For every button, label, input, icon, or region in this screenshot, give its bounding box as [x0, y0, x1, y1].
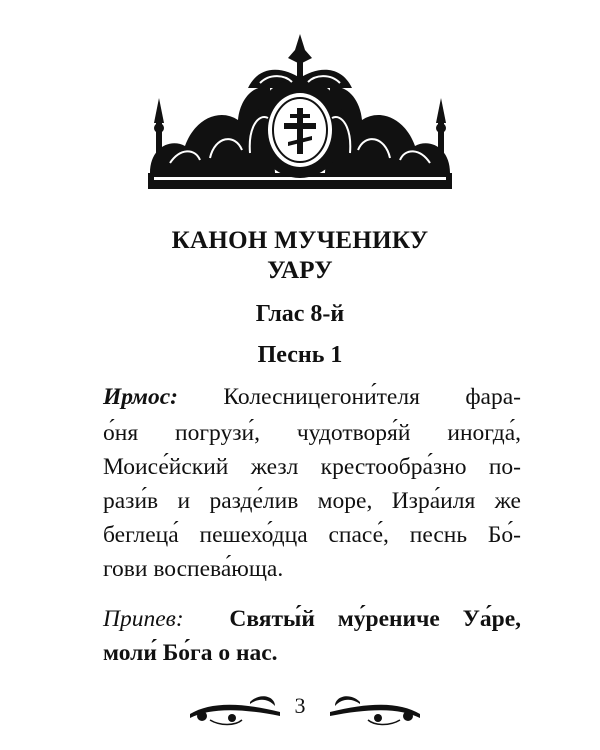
irmos-line-4: рази́в и разде́лив море, Изра́иля же	[103, 488, 521, 514]
refrain-text-1: Святы́й му́рениче Уа́ре,	[229, 606, 522, 632]
irmos-text-1: Колесницегони́теля фара-	[177, 384, 521, 410]
canon-title-line2: УАРУ	[267, 257, 333, 284]
page-number: 3	[294, 693, 306, 718]
irmos-line-6: гови воспева́юща.	[103, 556, 284, 582]
irmos-line-3: Моисе́йский жезл крестообра́зно по-	[103, 454, 521, 480]
refrain-label: Припев:	[103, 606, 184, 632]
ode-heading: Песнь 1	[257, 342, 343, 368]
tone-heading: Глас 8-й	[255, 301, 345, 327]
irmos-line-2: о́ня погрузи́, чудотворя́й иногда́,	[103, 420, 521, 446]
irmos-line-5: беглеца́ пешехо́дца спасе́, песнь Бо́-	[103, 522, 521, 548]
refrain-line-2: моли́ Бо́га о нас.	[103, 640, 278, 666]
irmos-line-1	[103, 382, 521, 412]
refrain-line-1	[103, 604, 521, 634]
orthodox-cross-ornament	[140, 28, 460, 193]
canon-title-line1: КАНОН МУЧЕНИКУ	[171, 227, 429, 254]
irmos-label: Ирмос:	[103, 384, 178, 410]
